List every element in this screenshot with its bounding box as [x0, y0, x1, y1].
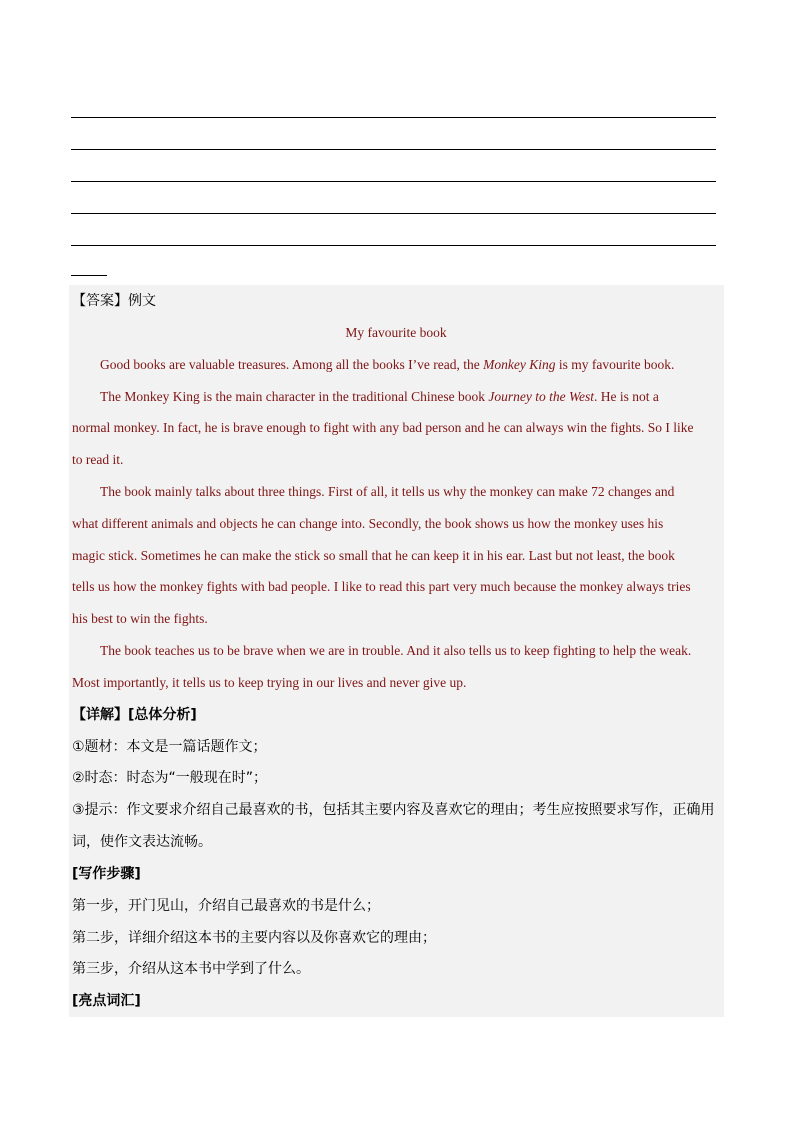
- essay-p3-line4: tells us how the monkey fights with bad people. I like to read this part very much because the monkey always tries: [72, 579, 691, 594]
- essay-p2-line3: to read it.: [72, 452, 124, 467]
- answer-line-3: [71, 181, 716, 182]
- vocab-header: [亮点词汇]: [72, 993, 141, 1009]
- essay-p4-line2: Most importantly, it tells us to keep trying in our lives and never give up.: [72, 675, 467, 690]
- answer-line-1: [71, 117, 716, 118]
- essay-p4-line1: The book teaches us to be brave when we are in trouble. And it also tells us to keep fighting to help the weak.: [100, 643, 692, 658]
- detail-item-2: ②时态：时态为“一般现在时”；: [72, 770, 268, 786]
- answer-line-5: [71, 245, 716, 246]
- answer-line-4: [71, 213, 716, 214]
- detail-header: 【详解】[总体分析]: [72, 707, 197, 723]
- steps-header: [写作步骤]: [72, 866, 141, 882]
- detail-item-3-line2: 词，使作文表达流畅。: [72, 834, 212, 850]
- step-3: 第三步，介绍从这本书中学到了什么。: [72, 961, 310, 977]
- answer-header: 【答案】例文: [72, 293, 156, 309]
- essay-p3-line5: his best to win the fights.: [72, 611, 208, 626]
- step-1: 第一步，开门见山，介绍自己最喜欢的书是什么；: [72, 898, 380, 914]
- essay-title: My favourite book: [345, 325, 447, 340]
- essay-p1: Good books are valuable treasures. Among all the books I’ve read, the Monkey King is my favourite book.: [100, 357, 675, 372]
- answer-line-end: [71, 275, 107, 276]
- essay-p3-line1: The book mainly talks about three things. First of all, it tells us why the monkey can make 72 changes and: [100, 484, 675, 499]
- essay-p3-line3: magic stick. Sometimes he can make the stick so small that he can keep it in his ear. Last but not least, the book: [72, 548, 675, 563]
- essay-p2-line2: normal monkey. In fact, he is brave enough to fight with any bad person and he can always win the fights. So I like: [72, 420, 694, 435]
- essay-p3-line2: what different animals and objects he can change into. Secondly, the book shows us how the monkey uses his: [72, 516, 664, 531]
- essay-p2-line1: The Monkey King is the main character in the traditional Chinese book Journey to the West. He is not a: [100, 389, 659, 404]
- detail-item-3-line1: ③提示：作文要求介绍自己最喜欢的书，包括其主要内容及喜欢它的理由；考生应按照要求写作，正确用: [72, 802, 715, 818]
- step-2: 第二步，详细介绍这本书的主要内容以及你喜欢它的理由；: [72, 930, 436, 946]
- answer-line-2: [71, 149, 716, 150]
- detail-item-1: ①题材：本文是一篇话题作文；: [72, 739, 267, 755]
